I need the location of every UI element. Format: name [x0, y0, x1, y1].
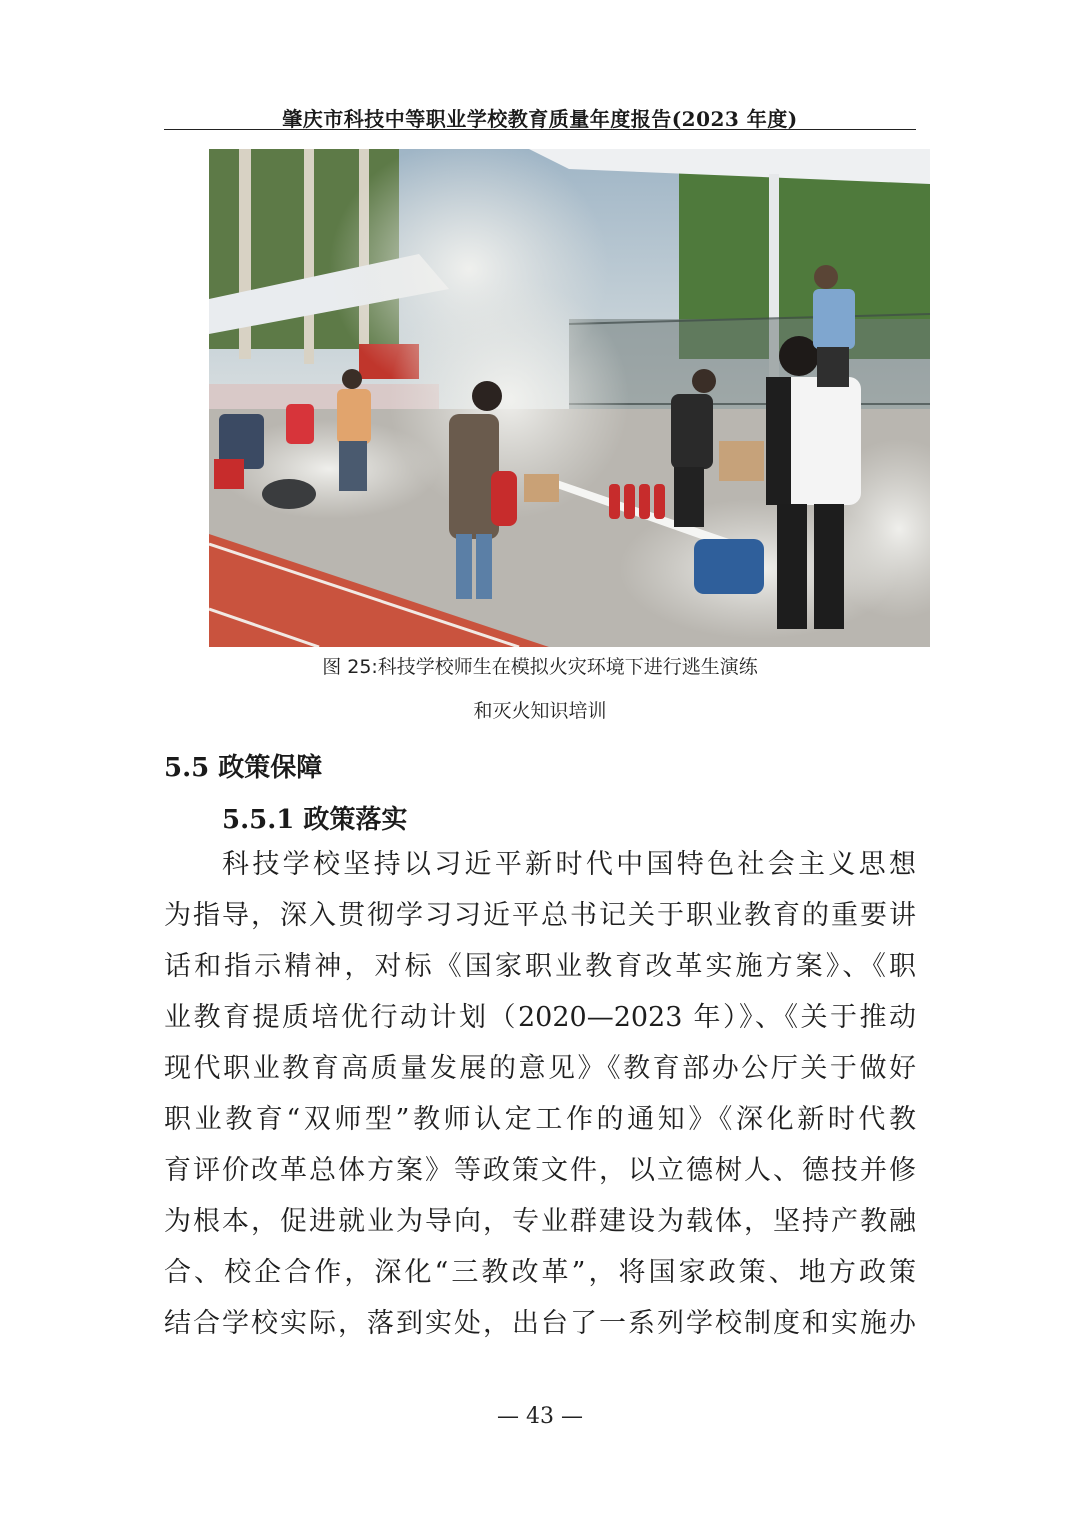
fire-drill-illustration: [209, 149, 930, 647]
subsection-heading: 5.5.1 政策落实: [222, 805, 408, 835]
fire-drill-photo: [209, 149, 930, 647]
body-line: 合、校企合作，深化“三教改革”，将国家政策、地方政策: [164, 1257, 916, 1288]
body-line: 为根本，促进就业为导向，专业群建设为载体，坚持产教融: [164, 1206, 916, 1237]
body-line: 话和指示精神，对标《国家职业教育改革实施方案》、《职: [164, 951, 916, 982]
body-line: 为指导，深入贯彻学习习近平总书记关于职业教育的重要讲: [164, 900, 916, 931]
body-line: 现代职业教育高质量发展的意见》《教育部办公厅关于做好: [164, 1053, 916, 1084]
report-header-title: 肇庆市科技中等职业学校教育质量年度报告(2023 年度): [282, 107, 798, 131]
body-line: 业教育提质培优行动计划（2020—2023 年）》、《关于推动: [164, 1002, 916, 1033]
body-line: 结合学校实际，落到实处，出台了一系列学校制度和实施办: [164, 1308, 916, 1339]
page-number: — 43 —: [497, 1404, 583, 1429]
body-line: 育评价改革总体方案》等政策文件，以立德树人、德技并修: [164, 1155, 916, 1186]
body-line: 科技学校坚持以习近平新时代中国特色社会主义思想: [222, 849, 916, 880]
section-heading: 5.5 政策保障: [164, 753, 323, 783]
figure-caption-line-1: 图 25:科技学校师生在模拟火灾环境下进行逃生演练: [322, 656, 758, 678]
header-rule: [164, 129, 916, 130]
figure-caption-line-2: 和灭火知识培训: [473, 700, 607, 722]
body-line: 职业教育“双师型”教师认定工作的通知》《深化新时代教: [164, 1104, 916, 1135]
